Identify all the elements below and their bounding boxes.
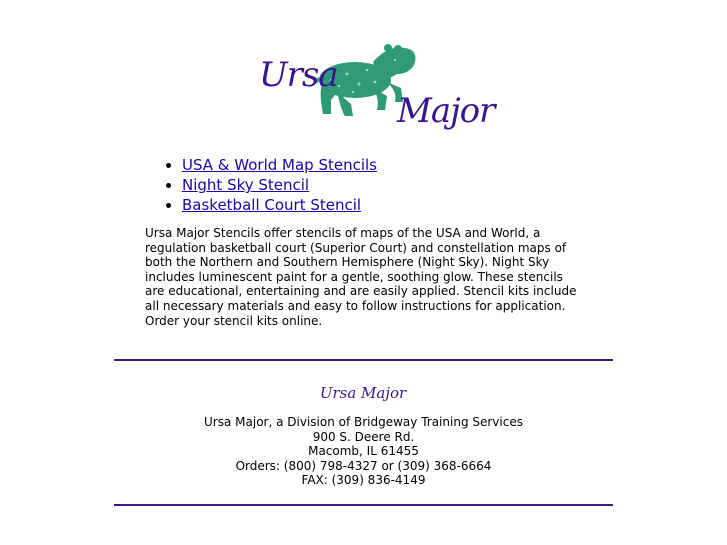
- fax-number: FAX: (309) 836-4149: [301, 473, 426, 488]
- ursa-major-logo: [255, 40, 495, 135]
- contact-address: [114, 415, 613, 488]
- logo-graphic: [255, 40, 495, 135]
- footer-logo-text: Ursa Major: [319, 384, 407, 402]
- logo-word-bottom: Major: [397, 91, 495, 131]
- logo-word-top: Ursa: [259, 55, 338, 95]
- orders-phone: Orders: (800) 798-4327 or (309) 368-6664: [235, 458, 492, 473]
- list-item: [182, 195, 377, 215]
- list-item: [182, 175, 377, 195]
- basketball-court-link[interactable]: Basketball Court Stencil: [182, 196, 362, 214]
- divider-top: [114, 359, 613, 361]
- stencil-nav-list: [145, 155, 377, 215]
- night-sky-link[interactable]: Night Sky Stencil: [182, 176, 310, 194]
- city-state-zip: Macomb, IL 61455: [308, 444, 419, 459]
- company-name: Ursa Major, a Division of Bridgeway Training Services: [204, 415, 523, 429]
- intro-paragraph: Ursa Major Stencils offer stencils of maps of the USA and World, a regulation basketball court (Superior Court) and constellation maps of both the Northern and Southern Hemisphere (Night Sky). Night Sky includes luminescent paint for a gentle, soothing glow. These stencils are educational, entertaining and are easily applied. Stencil kits include all necessary materials and easy to follow instructions for application. Order your stencil kits online.: [145, 226, 577, 328]
- footer-logo: [313, 380, 413, 406]
- street-address: 900 S. Deere Rd.: [312, 429, 415, 444]
- list-item: [182, 155, 377, 175]
- divider-bottom: [114, 504, 613, 506]
- footer-logo-graphic: [313, 380, 413, 406]
- usa-world-map-link[interactable]: USA & World Map Stencils: [182, 156, 377, 174]
